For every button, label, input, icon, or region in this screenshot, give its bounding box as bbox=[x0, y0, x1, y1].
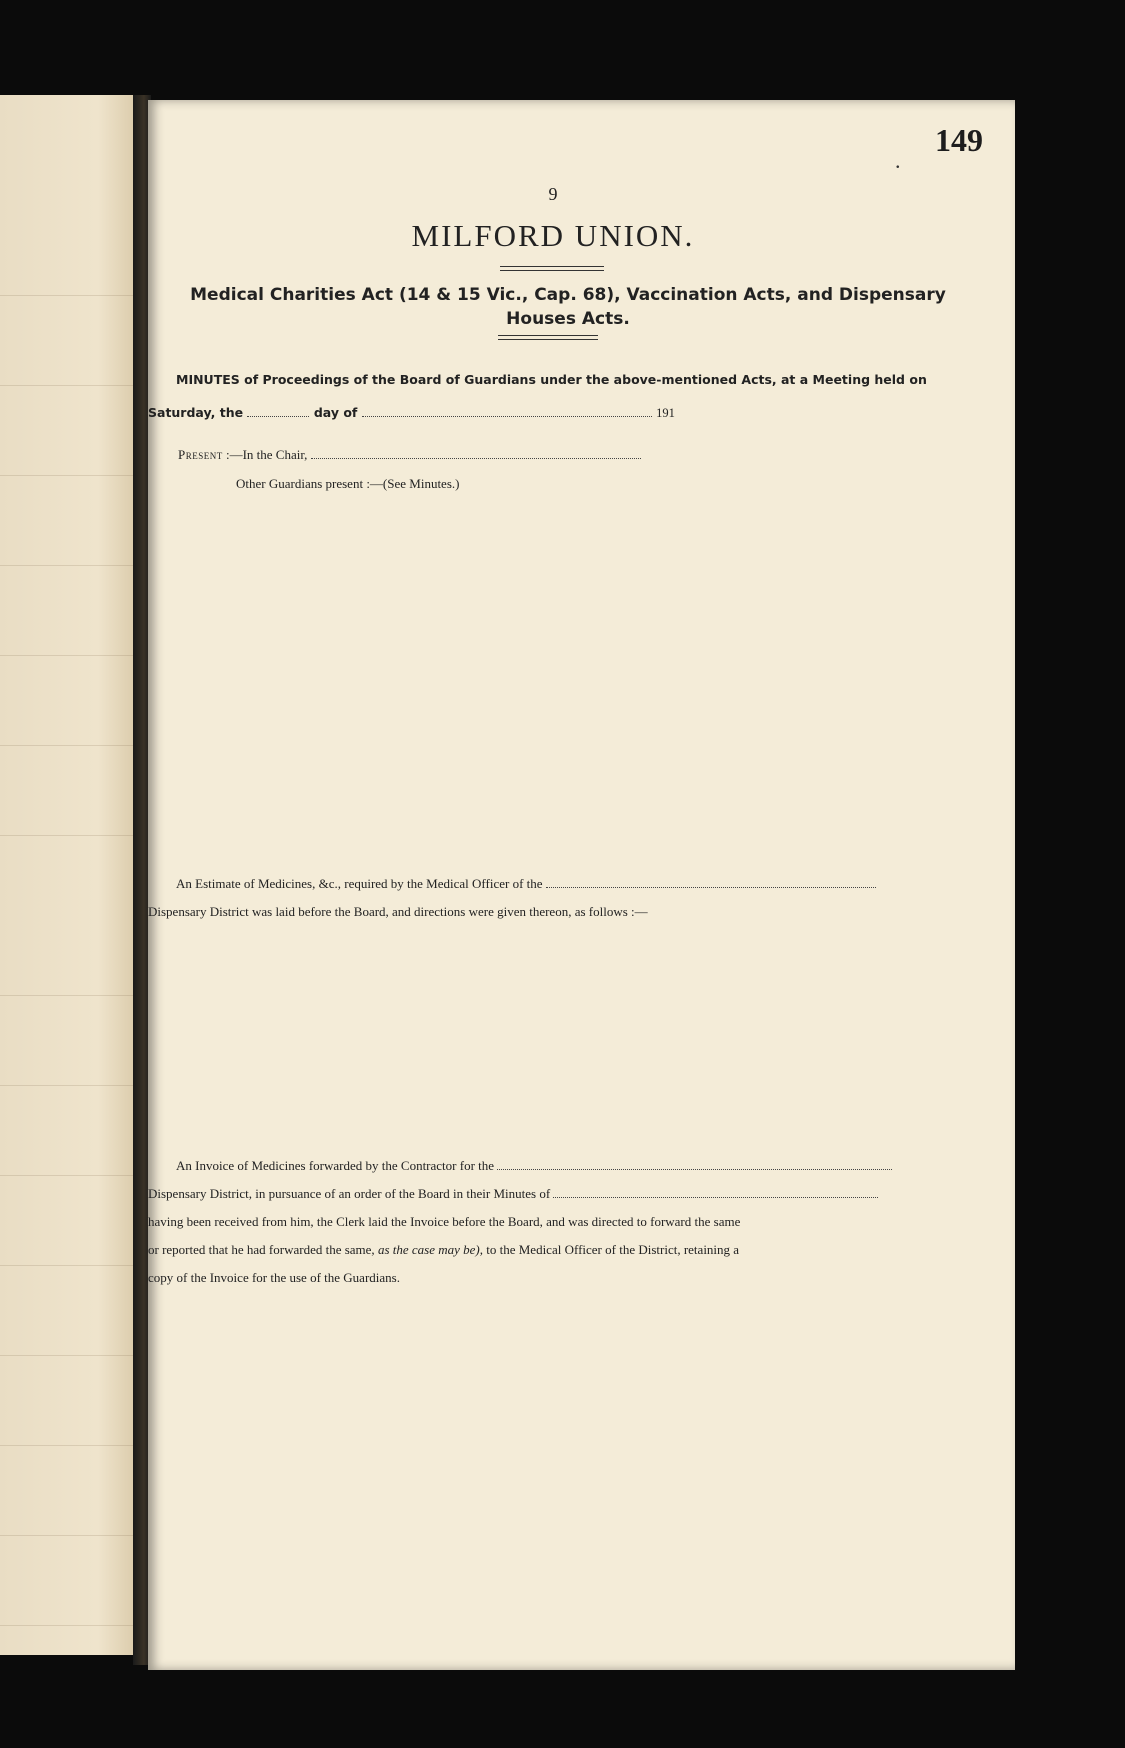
invoice-text-4a: or reported that he had forwarded the same, bbox=[148, 1242, 375, 1257]
acts-rule-top bbox=[498, 335, 598, 336]
in-chair-label: :—In the Chair, bbox=[225, 447, 308, 462]
estimate-paragraph bbox=[148, 870, 958, 926]
invoice-text-1: An Invoice of Medicines forwarded by the Contractor for the bbox=[176, 1158, 495, 1173]
chairman-field[interactable] bbox=[311, 458, 641, 459]
page-title: MILFORD UNION. bbox=[411, 218, 695, 253]
present-label: Present bbox=[178, 447, 223, 462]
invoice-contractor-field[interactable] bbox=[497, 1169, 892, 1170]
ink-dot: . bbox=[895, 148, 901, 173]
day-of-label: day of bbox=[313, 405, 358, 420]
saturday-label: Saturday, the bbox=[148, 405, 244, 420]
facing-page bbox=[0, 95, 140, 1655]
title-rule-top bbox=[500, 266, 604, 267]
meeting-date-line bbox=[148, 405, 708, 421]
title-rule-bottom bbox=[500, 270, 604, 271]
acts-rule-bottom bbox=[498, 339, 598, 340]
invoice-text-4b: to the Medical Officer of the District, retaining a bbox=[486, 1242, 740, 1257]
month-field[interactable] bbox=[362, 416, 652, 417]
register-page bbox=[148, 100, 1015, 1670]
invoice-minutes-field[interactable] bbox=[553, 1197, 878, 1198]
minutes-heading: MINUTES of Proceedings of the Board of Guardians under the above-mentioned Acts, at a Meeting held on bbox=[176, 372, 927, 387]
invoice-paragraph bbox=[148, 1152, 958, 1292]
form-number: 9 bbox=[548, 184, 558, 204]
acts-heading-line2: Houses Acts. bbox=[506, 309, 630, 329]
invoice-text-4-italic: as the case may be), bbox=[377, 1242, 483, 1257]
acts-heading bbox=[148, 283, 988, 331]
invoice-text-3: having been received from him, the Clerk laid the Invoice before the Board, and was directed to forward the same bbox=[148, 1214, 741, 1229]
invoice-text-2: Dispensary District, in pursuance of an order of the Board in their Minutes of bbox=[148, 1186, 551, 1201]
estimate-officer-field[interactable] bbox=[546, 887, 876, 888]
present-line bbox=[178, 447, 641, 463]
other-guardians-line: Other Guardians present :—(See Minutes.) bbox=[236, 476, 460, 491]
page-number: 149 bbox=[935, 122, 983, 158]
invoice-text-4 bbox=[148, 1236, 958, 1264]
estimate-text-2: Dispensary District was laid before the Board, and directions were given thereon, as follows :— bbox=[148, 904, 648, 919]
year-prefix: 191 bbox=[656, 406, 675, 420]
acts-heading-line1: Medical Charities Act (14 & 15 Vic., Cap. 68), Vaccination Acts, and Dispensary bbox=[190, 285, 946, 305]
estimate-text-1: An Estimate of Medicines, &c., required by the Medical Officer of the bbox=[176, 876, 543, 891]
day-field[interactable] bbox=[247, 416, 309, 417]
invoice-text-5: copy of the Invoice for the use of the Guardians. bbox=[148, 1270, 400, 1285]
